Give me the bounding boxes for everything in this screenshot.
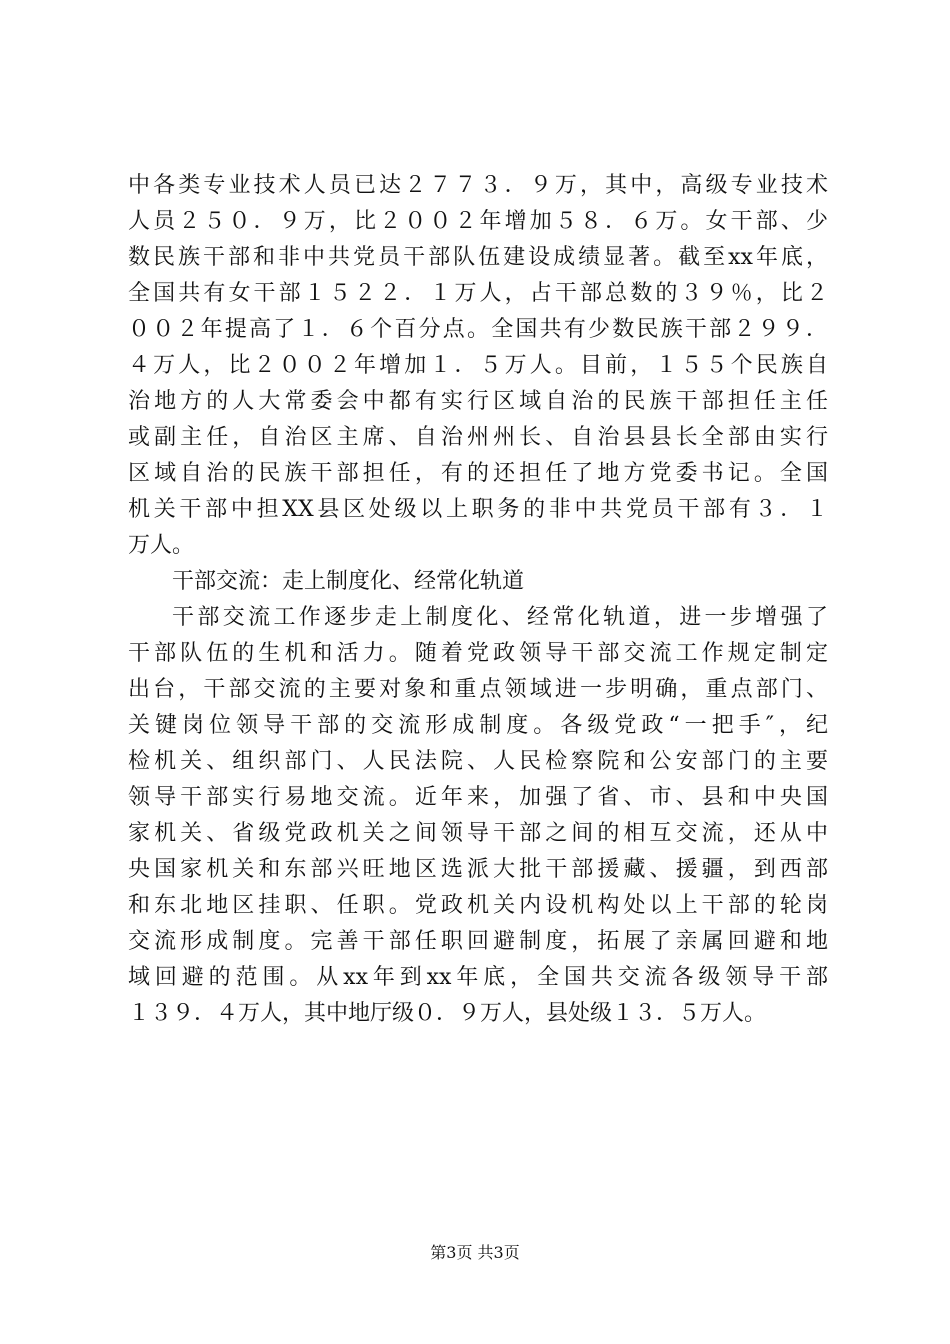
- section-heading: 干部交流：走上制度化、经常化轨道: [172, 569, 525, 594]
- body-text: [128, 168, 828, 1032]
- paragraph-line: 全国共有女干部１５２２．１万人，占干部总数的３９％，比２: [128, 281, 828, 306]
- paragraph-line: ００２年提高了１．６个百分点。全国共有少数民族干部２９９．: [128, 317, 828, 342]
- paragraph-line: 交流形成制度。完善干部任职回避制度，拓展了亲属回避和地: [128, 929, 828, 954]
- paragraph-2: [128, 600, 828, 1032]
- paragraph-line: 干部交流工作逐步走上制度化、经常化轨道，进一步增强了: [172, 605, 828, 630]
- paragraph-line: 和东北地区挂职、任职。党政机关内设机构处以上干部的轮岗: [128, 893, 828, 918]
- page-footer: [0, 1243, 950, 1263]
- paragraph-line: 干部队伍的生机和活力。随着党政领导干部交流工作规定制定: [128, 641, 828, 666]
- paragraph-line: 或副主任，自治区主席、自治州州长、自治县县长全部由实行: [128, 425, 828, 450]
- paragraph-line: 治地方的人大常委会中都有实行区域自治的民族干部担任主任: [128, 389, 828, 414]
- paragraph-line: 域回避的范围。从xx年到xx年底，全国共交流各级领导干部: [128, 965, 828, 990]
- paragraph-line: 检机关、组织部门、人民法院、人民检察院和公安部门的主要: [128, 749, 828, 774]
- paragraph-line: 关键岗位领导干部的交流形成制度。各级党政“一把手″，纪: [128, 713, 828, 738]
- paragraph-line: 人员２５０．９万，比２００２年增加５８．６万。女干部、少: [128, 209, 828, 234]
- page-number-label: 第3页 共3页: [430, 1243, 520, 1262]
- paragraph-line: 出台，干部交流的主要对象和重点领域进一步明确，重点部门、: [128, 677, 828, 702]
- paragraph-line: 万人。: [128, 533, 195, 558]
- paragraph-line: 中各类专业技术人员已达２７７３．９万，其中，高级专业技术: [128, 173, 828, 198]
- paragraph-line: 家机关、省级党政机关之间领导干部之间的相互交流，还从中: [128, 821, 828, 846]
- paragraph-line: 央国家机关和东部兴旺地区选派大批干部援藏、援疆，到西部: [128, 857, 828, 882]
- paragraph-line: 区域自治的民族干部担任，有的还担任了地方党委书记。全国: [128, 461, 828, 486]
- paragraph-line: １３９．４万人，其中地厅级０．９万人，县处级１３．５万人。: [128, 1001, 767, 1026]
- paragraph-line: ４万人，比２００２年增加１．５万人。目前，１５５个民族自: [128, 353, 828, 378]
- paragraph-line: 领导干部实行易地交流。近年来，加强了省、市、县和中央国: [128, 785, 828, 810]
- paragraph-line: 数民族干部和非中共党员干部队伍建设成绩显著。截至xx年底，: [128, 245, 828, 270]
- paragraph-line: 机关干部中担XX县区处级以上职务的非中共党员干部有３．１: [128, 497, 828, 522]
- paragraph-1: [128, 168, 828, 564]
